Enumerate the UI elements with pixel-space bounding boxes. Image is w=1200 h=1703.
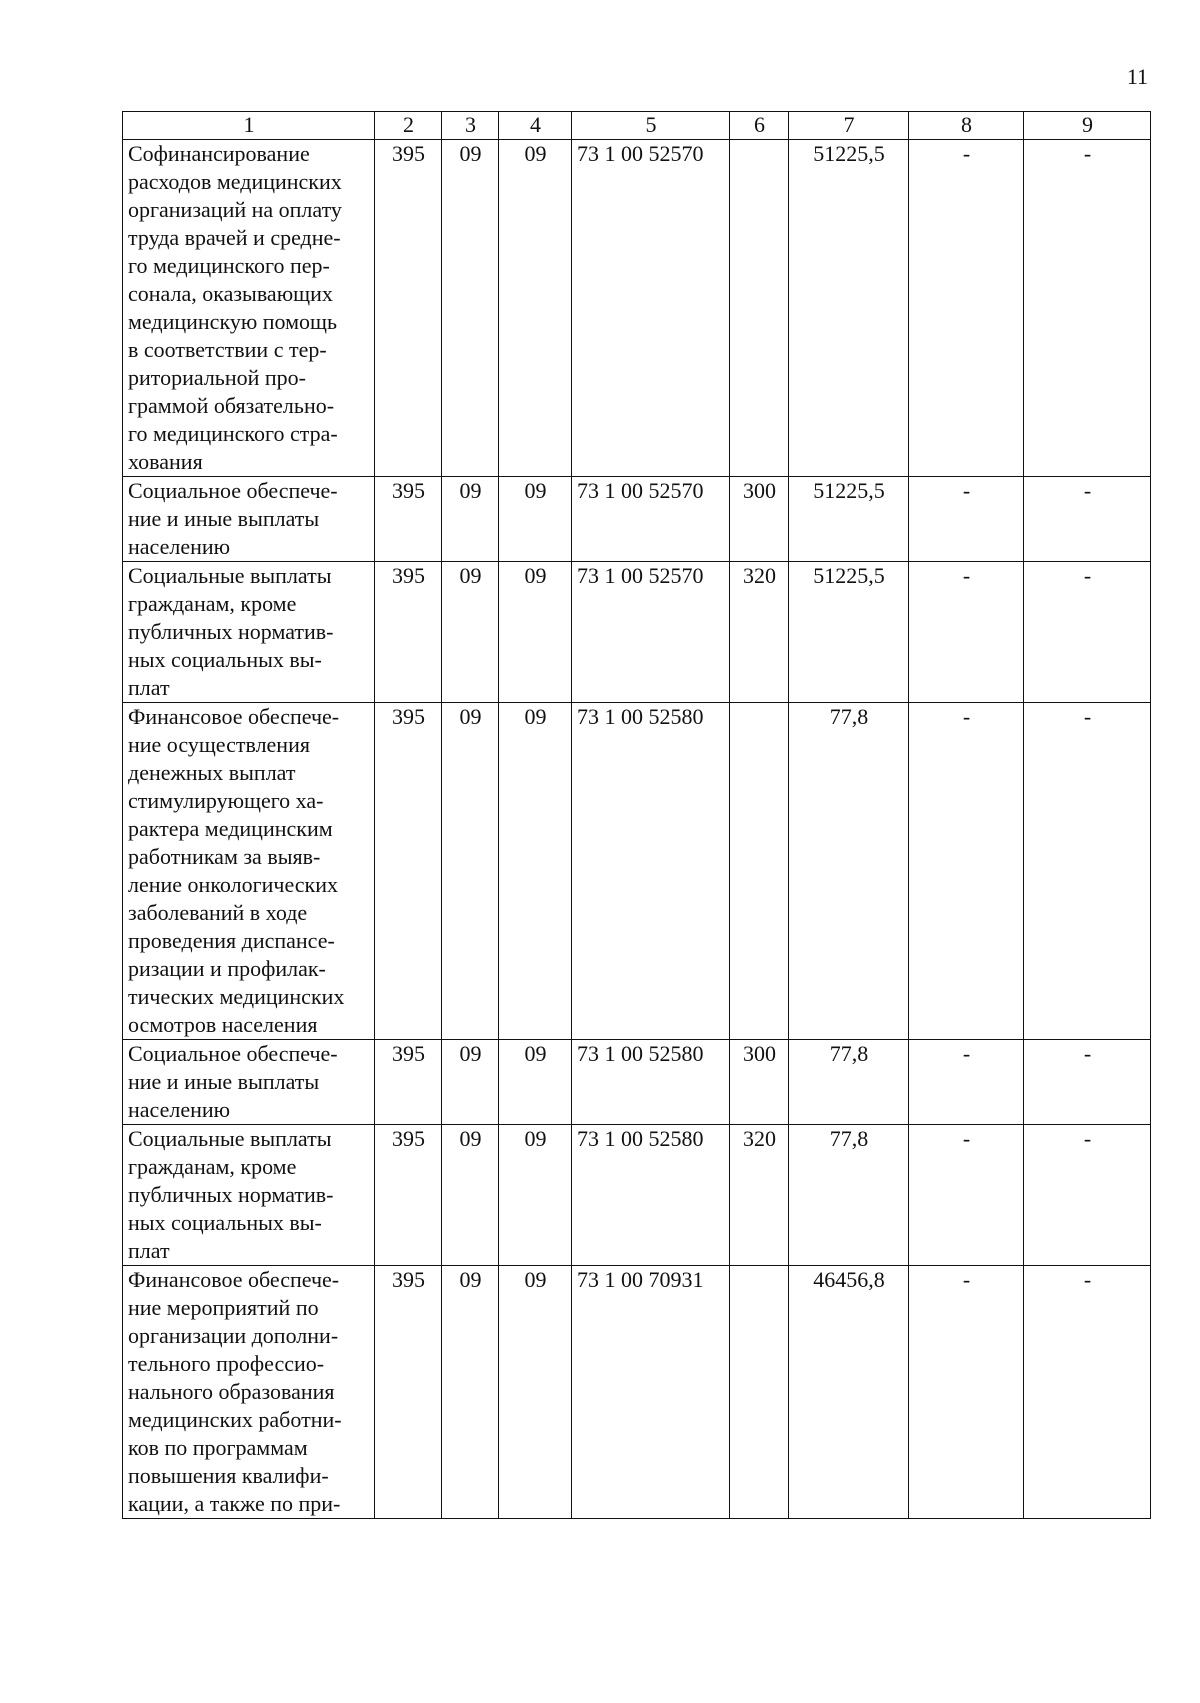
table-row [123, 1125, 1151, 1266]
cell-col4: 09 [499, 477, 572, 562]
column-header-3: 3 [442, 112, 499, 140]
table-row [123, 140, 1151, 477]
cell-col6: 300 [730, 477, 789, 562]
cell-col6 [730, 140, 789, 477]
cell-col5: 73 1 00 52570 [572, 477, 730, 562]
cell-col4: 09 [499, 562, 572, 703]
row-name: Софинансирование расходов медицинских организаций на оплату труда врачей и средне- го медицинского пер- сонала, оказывающих медицинскую помощь в соответствии с тер- риториальной про- граммой обязательно- го медицинского стра- хования [123, 140, 375, 477]
cell-col5: 73 1 00 52570 [572, 140, 730, 477]
cell-col8: - [909, 140, 1024, 477]
column-header-8: 8 [909, 112, 1024, 140]
row-name: Социальное обеспече- ние и иные выплаты населению [123, 1040, 375, 1125]
cell-col2: 395 [375, 1125, 442, 1266]
cell-col7: 51225,5 [789, 477, 909, 562]
cell-col6 [730, 703, 789, 1040]
table-row [123, 562, 1151, 703]
cell-col9: - [1024, 140, 1151, 477]
cell-col5: 73 1 00 52580 [572, 703, 730, 1040]
cell-col8: - [909, 1266, 1024, 1519]
cell-col4: 09 [499, 1040, 572, 1125]
column-header-9: 9 [1024, 112, 1151, 140]
cell-col8: - [909, 1040, 1024, 1125]
column-header-5: 5 [572, 112, 730, 140]
cell-col3: 09 [442, 140, 499, 477]
table-row [123, 703, 1151, 1040]
cell-col9: - [1024, 703, 1151, 1040]
row-name: Социальное обеспече- ние и иные выплаты населению [123, 477, 375, 562]
cell-col9: - [1024, 1040, 1151, 1125]
cell-col3: 09 [442, 1125, 499, 1266]
row-name: Финансовое обеспече- ние мероприятий по организации дополни- тельного профессио- нального образования медицинских работни- ков по программам повышения квалифи- кации, а также по при- [123, 1266, 375, 1519]
cell-col9: - [1024, 1125, 1151, 1266]
header-row [123, 112, 1151, 140]
row-name: Социальные выплаты гражданам, кроме публичных норматив- ных социальных вы- плат [123, 562, 375, 703]
cell-col5: 73 1 00 52580 [572, 1125, 730, 1266]
page-number: 11 [1126, 64, 1148, 89]
column-header-7: 7 [789, 112, 909, 140]
cell-col8: - [909, 477, 1024, 562]
cell-col2: 395 [375, 703, 442, 1040]
cell-col3: 09 [442, 703, 499, 1040]
cell-col7: 51225,5 [789, 140, 909, 477]
cell-col3: 09 [442, 1040, 499, 1125]
column-header-2: 2 [375, 112, 442, 140]
cell-col4: 09 [499, 703, 572, 1040]
cell-col5: 73 1 00 70931 [572, 1266, 730, 1519]
table-row [123, 477, 1151, 562]
cell-col7: 51225,5 [789, 562, 909, 703]
cell-col4: 09 [499, 1125, 572, 1266]
cell-col2: 395 [375, 562, 442, 703]
cell-col6: 320 [730, 562, 789, 703]
cell-col2: 395 [375, 140, 442, 477]
column-header-4: 4 [499, 112, 572, 140]
cell-col8: - [909, 1125, 1024, 1266]
cell-col7: 77,8 [789, 1125, 909, 1266]
cell-col4: 09 [499, 140, 572, 477]
cell-col3: 09 [442, 562, 499, 703]
cell-col2: 395 [375, 1040, 442, 1125]
cell-col4: 09 [499, 1266, 572, 1519]
row-name: Финансовое обеспече- ние осуществления денежных выплат стимулирующего ха- рактера медицинским работникам за выяв- ление онкологических заболеваний в ходе проведения диспансе- ризации и профилак- тических медицинских осмотров населения [123, 703, 375, 1040]
cell-col5: 73 1 00 52580 [572, 1040, 730, 1125]
table-row [123, 1266, 1151, 1519]
column-header-6: 6 [730, 112, 789, 140]
cell-col7: 46456,8 [789, 1266, 909, 1519]
cell-col6 [730, 1266, 789, 1519]
cell-col8: - [909, 562, 1024, 703]
row-name: Социальные выплаты гражданам, кроме публичных норматив- ных социальных вы- плат [123, 1125, 375, 1266]
cell-col8: - [909, 703, 1024, 1040]
cell-col5: 73 1 00 52570 [572, 562, 730, 703]
column-header-1: 1 [123, 112, 375, 140]
cell-col3: 09 [442, 1266, 499, 1519]
cell-col9: - [1024, 477, 1151, 562]
cell-col2: 395 [375, 1266, 442, 1519]
cell-col9: - [1024, 1266, 1151, 1519]
cell-col9: - [1024, 562, 1151, 703]
cell-col6: 300 [730, 1040, 789, 1125]
cell-col2: 395 [375, 477, 442, 562]
cell-col6: 320 [730, 1125, 789, 1266]
budget-table [122, 111, 1151, 1519]
cell-col7: 77,8 [789, 1040, 909, 1125]
cell-col7: 77,8 [789, 703, 909, 1040]
cell-col3: 09 [442, 477, 499, 562]
table-row [123, 1040, 1151, 1125]
